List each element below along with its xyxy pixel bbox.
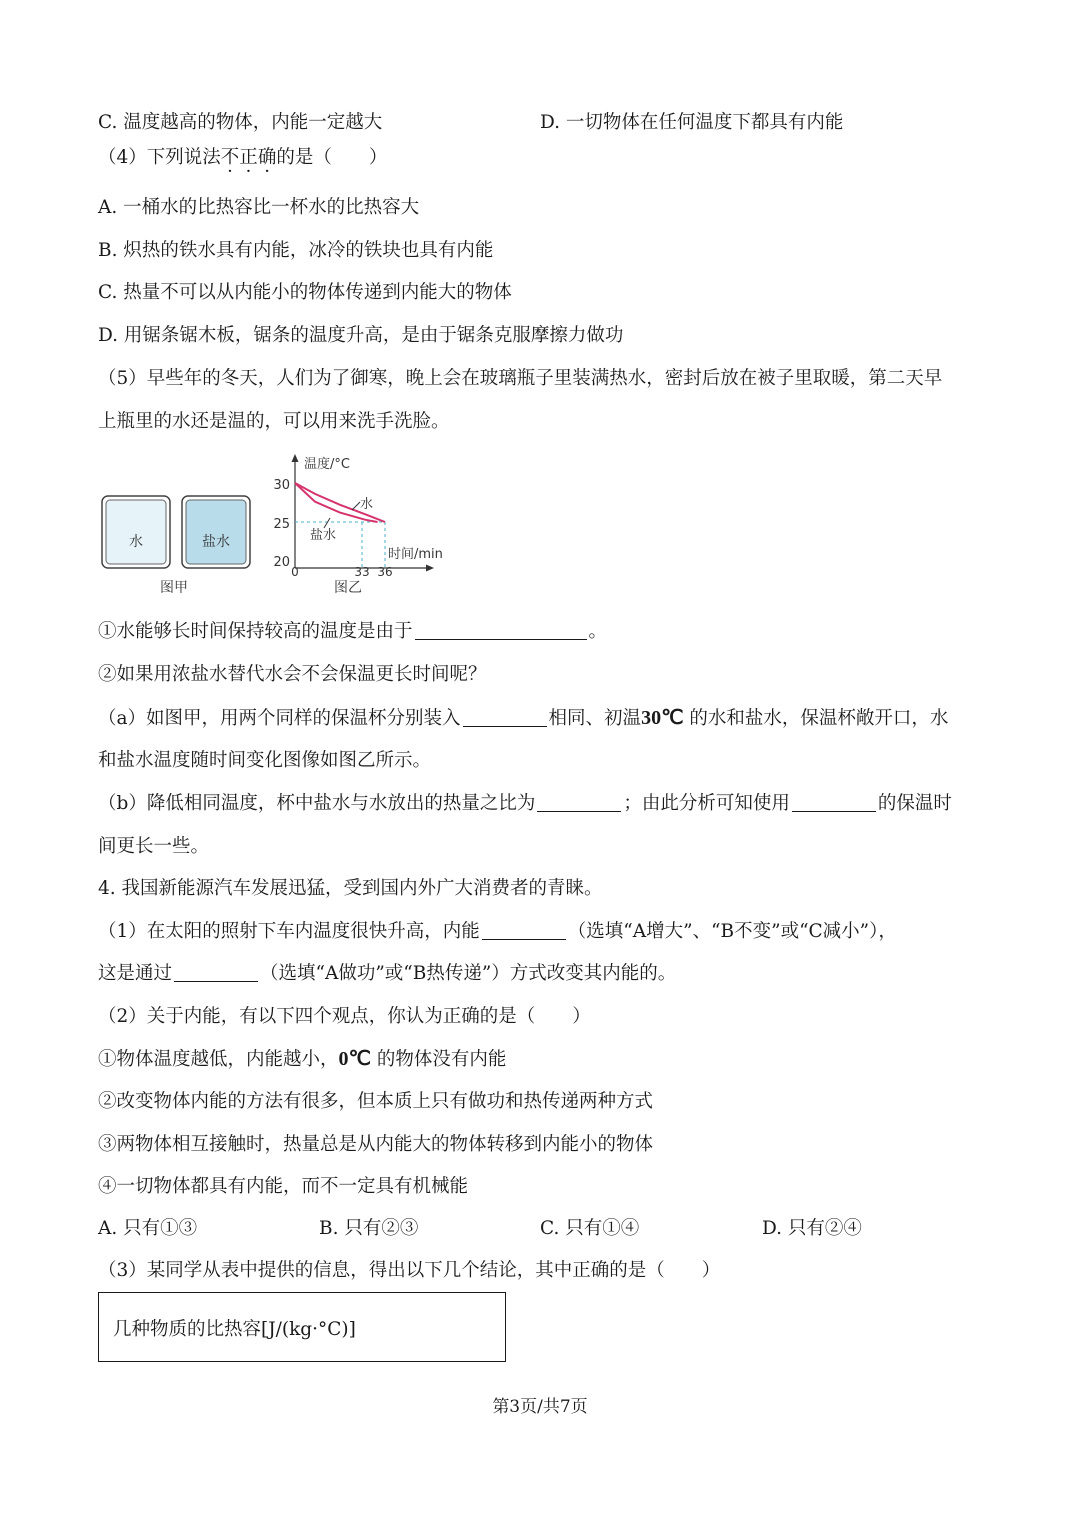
option-3c: C. 温度越高的物体，内能一定越大 [98,112,383,133]
q4main-p3-stem: （3）某同学从表中提供的信息，得出以下几个结论，其中正确的是（ ） [98,1260,721,1281]
y-tick-25: 25 [273,517,290,532]
fig-b-caption: 图乙 [334,580,362,596]
choice-b: B. 只有②③ [319,1218,419,1239]
series-saltwater-label: 盐水 [310,528,337,543]
q5-sub1: ①水能够长时间保持较高的温度是由于 。 [98,621,608,642]
x-tick-36: 36 [377,565,393,579]
answer-blank-5[interactable] [482,921,566,940]
q5-sub-a-line1: （a）如图甲，用两个同样的保温杯分别装入 相同、初温30℃ 的水和盐水，保温杯敞开口，水 [98,707,949,729]
q4main-p1-line1: （1）在太阳的照射下车内温度很快升高，内能 （选填“A增大”、“B不变”或“C减小”）， [98,921,897,942]
choice-c: C. 只有①④ [540,1218,640,1239]
q5-sub-a-line2: 和盐水温度随时间变化图像如图乙所示。 [98,750,432,771]
cup-saltwater [182,496,250,568]
answer-blank-3[interactable] [537,793,621,812]
answer-blank-4[interactable] [792,793,876,812]
temperature-chart [273,454,442,579]
fig-a-caption: 图甲 [160,580,188,596]
q4main-p1-line2: 这是通过 （选填“A做功”或“B热传递”）方式改变其内能的。 [98,963,677,984]
option-4d: D. 用锯条锯木板，锯条的温度升高，是由于锯条克服摩擦力做功 [98,325,624,346]
choice-a: A. 只有①③ [98,1218,198,1239]
choice-d: D. 只有②④ [762,1218,862,1239]
answer-blank-1[interactable] [415,621,587,640]
q5-sub-b-line1: （b）降低相同温度，杯中盐水与水放出的热量之比为 ；由此分析可知使用 的保温时 [98,793,952,814]
y-tick-20: 20 [273,555,290,570]
viewpoint-3: ③两物体相互接触时，热量总是从内能大的物体转移到内能小的物体 [98,1134,654,1155]
x-axis-arrow [426,565,434,572]
x-tick-33: 33 [354,565,370,579]
table-header: 几种物质的比热容[J/(kg·°C)] [113,1319,356,1340]
question-5-stem-line1: （5）早些年的冬天，人们为了御寒，晚上会在玻璃瓶子里装满热水，密封后放在被子里取暖，第二天早 [98,368,943,389]
q5-sub-b-line2: 间更长一些。 [98,836,210,857]
cup-water-label: 水 [129,534,143,550]
page-footer: 第3页/共7页 [492,1397,588,1417]
cup-saltwater-label: 盐水 [202,534,230,550]
option-4a: A. 一桶水的比热容比一杯水的比热容大 [98,197,420,218]
q4main-p2-stem: （2）关于内能，有以下四个观点，你认为正确的是（ ） [98,1006,591,1027]
viewpoint-4: ④一切物体都具有内能，而不一定具有机械能 [98,1176,469,1197]
figure-cups-and-chart [98,452,478,602]
option-4c: C. 热量不可以从内能小的物体传递到内能大的物体 [98,282,512,303]
series-saltwater-pointer [324,518,330,528]
q5-sub2: ②如果用浓盐水替代水会不会保温更长时间呢？ [98,664,487,685]
y-axis-label: 温度/°C [304,457,350,472]
answer-blank-2[interactable] [463,708,547,727]
y-axis-arrow [292,454,299,462]
option-4b: B. 炽热的铁水具有内能，冰冷的铁块也具有内能 [98,240,494,261]
x-tick-0: 0 [291,565,299,579]
question-4main-stem: 4. 我国新能源汽车发展迅猛，受到国内外广大消费者的青睐。 [98,878,603,899]
viewpoint-1: ①物体温度越低，内能越小，0℃ 的物体没有内能 [98,1048,507,1070]
specific-heat-table [98,1292,506,1362]
question-4-stem: （4）下列说法不正确的是（ ） [98,147,388,168]
series-water-label: 水 [360,497,374,512]
cup-water [102,496,170,568]
series-water-pointer [352,502,360,510]
option-3d: D. 一切物体在任何温度下都具有内能 [540,112,844,133]
viewpoint-2: ②改变物体内能的方法有很多，但本质上只有做功和热传递两种方式 [98,1091,654,1112]
question-5-stem-line2: 上瓶里的水还是温的，可以用来洗手洗脸。 [98,411,450,432]
y-tick-30: 30 [273,478,290,493]
answer-blank-6[interactable] [174,963,258,982]
x-axis-label: 时间/min [388,547,443,562]
